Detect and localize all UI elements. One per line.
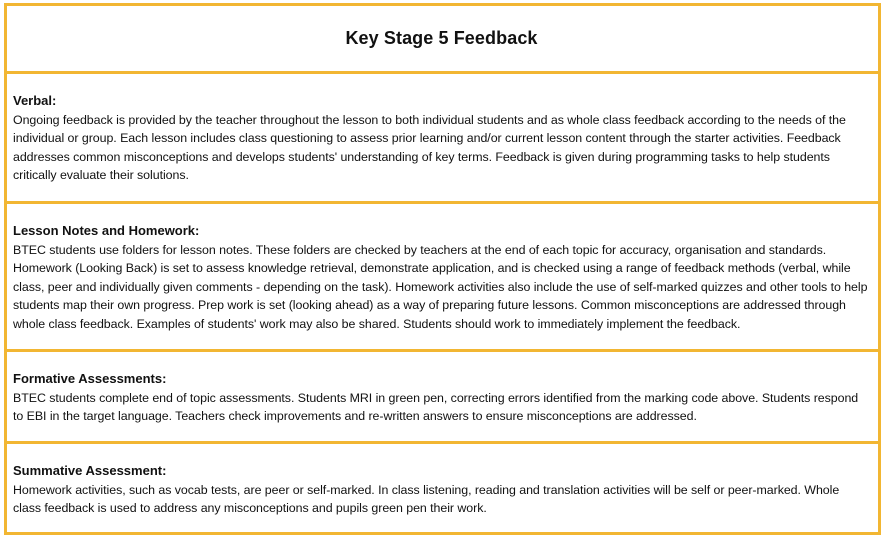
feedback-table	[4, 3, 881, 535]
section-body: BTEC students use folders for lesson notes. These folders are checked by teachers at the end of each topic for accuracy, organisation and standards. Homework (Looking Back) is set to assess knowledge retrieval, demonstrate application, and is checked using a range of feedback methods (verbal, while class, peer and individually given comments - depending on the task). Homework activities also include the use of self-marked quizzes and other tools to help students map their own progress. Prep work is set (looking ahead) as a way of preparing future lessons. Common misconceptions are addressed through whole class feedback. Examples of students' work may also be shared. Students should work to immediately implement the feedback.	[13, 242, 868, 331]
section-heading: Verbal:	[13, 93, 57, 108]
section-summative-assessment	[7, 444, 878, 532]
page-title: Key Stage 5 Feedback	[345, 28, 538, 48]
section-verbal	[7, 74, 878, 204]
section-formative-assessments	[7, 352, 878, 444]
section-heading: Summative Assessment:	[13, 463, 167, 478]
section-heading: Lesson Notes and Homework:	[13, 223, 200, 238]
title-row	[7, 6, 878, 74]
section-body: BTEC students complete end of topic assessments. Students MRI in green pen, correcting errors identified from the marking code above. Students respond to EBI in the target language. Teachers check improvements and re-written answers to ensure misconceptions are addressed.	[13, 390, 859, 423]
section-lesson-notes-homework	[7, 204, 878, 352]
section-body: Ongoing feedback is provided by the teacher throughout the lesson to both individual students and as whole class feedback according to the needs of the individual or group. Each lesson includes class questioning to assess prior learning and/or current lesson content through the starter activities. Feedback addresses common misconceptions and develops students' understanding of key terms. Feedback is given during programming tasks to help students critically evaluate their solutions.	[13, 112, 846, 182]
section-body: Homework activities, such as vocab tests, are peer or self-marked. In class listening, reading and translation activities will be self or peer-marked. Whole class feedback is used to address any misconceptions and pupils green pen their work.	[13, 482, 840, 515]
section-heading: Formative Assessments:	[13, 371, 167, 386]
